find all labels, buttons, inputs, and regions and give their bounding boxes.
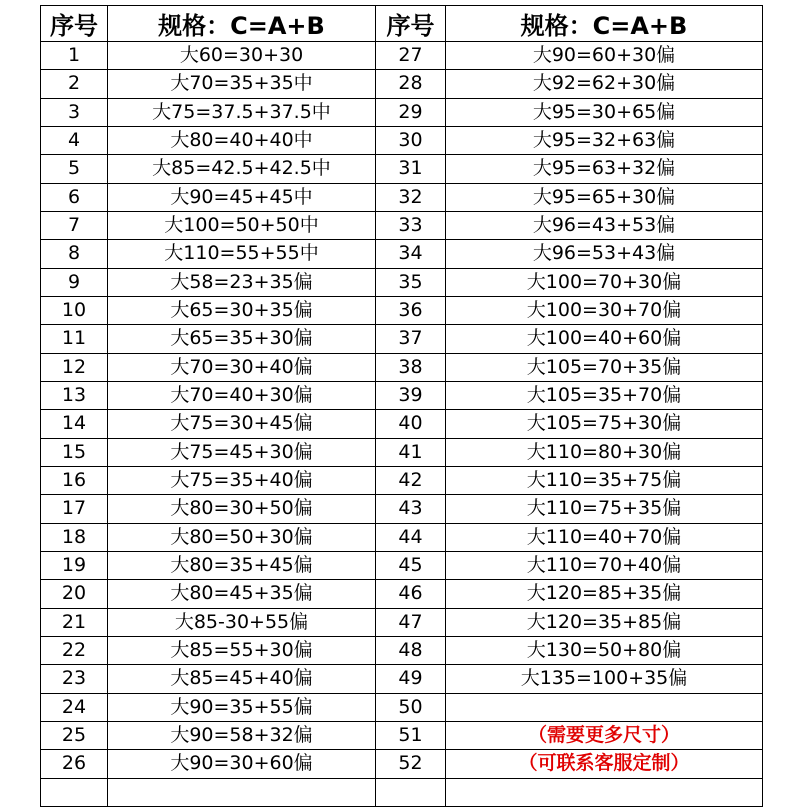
row-spec-right: 大135=100+35偏 (446, 665, 763, 693)
row-spec-left: 大75=45+30偏 (108, 438, 376, 466)
row-number-left: 12 (41, 353, 108, 381)
table-row (41, 126, 763, 154)
row-spec-right: 大96=53+43偏 (446, 240, 763, 268)
table-body (41, 42, 763, 807)
row-spec-left: 大58=23+35偏 (108, 268, 376, 296)
row-number-left: 18 (41, 523, 108, 551)
row-number-right: 44 (376, 523, 446, 551)
row-spec-left: 大80=30+50偏 (108, 495, 376, 523)
empty-cell (446, 778, 763, 806)
contact-note: （需要更多尺寸） (446, 721, 763, 749)
row-spec-right: 大100=40+60偏 (446, 325, 763, 353)
row-number-left: 5 (41, 155, 108, 183)
row-number-right: 49 (376, 665, 446, 693)
row-spec-left: 大75=35+40偏 (108, 466, 376, 494)
empty-cell (41, 778, 108, 806)
row-number-right: 36 (376, 296, 446, 324)
row-spec-right: 大110=35+75偏 (446, 466, 763, 494)
table-row (41, 155, 763, 183)
row-number-right: 37 (376, 325, 446, 353)
row-number-left: 16 (41, 466, 108, 494)
row-number-left: 2 (41, 70, 108, 98)
row-number-left: 1 (41, 42, 108, 70)
row-spec-right: 大95=30+65偏 (446, 98, 763, 126)
row-spec-right: 大110=80+30偏 (446, 438, 763, 466)
row-spec-left: 大80=35+45偏 (108, 551, 376, 579)
row-number-left: 3 (41, 98, 108, 126)
row-number-left: 22 (41, 636, 108, 664)
table-row (41, 268, 763, 296)
table-row (41, 183, 763, 211)
row-number-left: 19 (41, 551, 108, 579)
row-number-left: 25 (41, 721, 108, 749)
row-spec-right: 大110=75+35偏 (446, 495, 763, 523)
row-number-left: 24 (41, 693, 108, 721)
row-spec-right: 大110=40+70偏 (446, 523, 763, 551)
row-spec-left: 大70=30+40偏 (108, 353, 376, 381)
table-row (41, 438, 763, 466)
row-spec-left: 大80=40+40中 (108, 126, 376, 154)
table-row (41, 325, 763, 353)
row-number-right: 38 (376, 353, 446, 381)
table-row (41, 721, 763, 749)
row-number-left: 17 (41, 495, 108, 523)
row-number-left: 20 (41, 580, 108, 608)
header-num-right: 序号 (376, 6, 446, 42)
row-spec-left: 大85-30+55偏 (108, 608, 376, 636)
row-number-right: 32 (376, 183, 446, 211)
table-row (41, 70, 763, 98)
row-spec-right: 大95=65+30偏 (446, 183, 763, 211)
row-number-right: 47 (376, 608, 446, 636)
row-spec-right: 大110=70+40偏 (446, 551, 763, 579)
row-number-left: 13 (41, 381, 108, 409)
row-number-right: 29 (376, 98, 446, 126)
row-spec-left: 大80=45+35偏 (108, 580, 376, 608)
row-number-right: 40 (376, 410, 446, 438)
row-number-right: 39 (376, 381, 446, 409)
contact-note: （可联系客服定制） (446, 750, 763, 778)
row-number-left: 8 (41, 240, 108, 268)
row-number-right: 27 (376, 42, 446, 70)
row-number-left: 11 (41, 325, 108, 353)
row-spec-left: 大85=42.5+42.5中 (108, 155, 376, 183)
row-number-left: 23 (41, 665, 108, 693)
row-number-left: 21 (41, 608, 108, 636)
table-row (41, 211, 763, 239)
empty-row (41, 778, 763, 806)
table-row (41, 98, 763, 126)
row-number-right: 52 (376, 750, 446, 778)
row-number-right: 45 (376, 551, 446, 579)
row-spec-left: 大90=30+60偏 (108, 750, 376, 778)
table-row (41, 381, 763, 409)
header-spec-right: 规格：C=A+B (446, 6, 763, 42)
row-number-right: 46 (376, 580, 446, 608)
header-num-left: 序号 (41, 6, 108, 42)
row-number-right: 28 (376, 70, 446, 98)
row-spec-left: 大70=35+35中 (108, 70, 376, 98)
row-number-right: 34 (376, 240, 446, 268)
table-row (41, 750, 763, 778)
table-row (41, 551, 763, 579)
row-spec-right: 大100=70+30偏 (446, 268, 763, 296)
header-row (41, 6, 763, 42)
row-spec-right: 大95=32+63偏 (446, 126, 763, 154)
row-spec-right: 大96=43+53偏 (446, 211, 763, 239)
row-spec-left: 大65=30+35偏 (108, 296, 376, 324)
row-spec-right: 大105=70+35偏 (446, 353, 763, 381)
row-spec-right: 大100=30+70偏 (446, 296, 763, 324)
header-spec-left: 规格：C=A+B (108, 6, 376, 42)
row-number-right: 30 (376, 126, 446, 154)
row-number-right: 33 (376, 211, 446, 239)
table-row (41, 495, 763, 523)
row-spec-left: 大85=55+30偏 (108, 636, 376, 664)
row-spec-left: 大85=45+40偏 (108, 665, 376, 693)
table-row (41, 523, 763, 551)
row-spec-left: 大80=50+30偏 (108, 523, 376, 551)
table-row (41, 353, 763, 381)
row-number-left: 6 (41, 183, 108, 211)
row-spec-left: 大65=35+30偏 (108, 325, 376, 353)
row-spec-right: 大120=85+35偏 (446, 580, 763, 608)
table-row (41, 608, 763, 636)
row-spec-left: 大110=55+55中 (108, 240, 376, 268)
row-number-right: 43 (376, 495, 446, 523)
row-number-right: 42 (376, 466, 446, 494)
table-row (41, 296, 763, 324)
row-spec-left: 大100=50+50中 (108, 211, 376, 239)
row-number-left: 10 (41, 296, 108, 324)
row-number-right: 41 (376, 438, 446, 466)
table-row (41, 42, 763, 70)
table-row (41, 466, 763, 494)
row-number-left: 7 (41, 211, 108, 239)
row-spec-right: 大130=50+80偏 (446, 636, 763, 664)
row-spec-left: 大90=45+45中 (108, 183, 376, 211)
row-number-left: 26 (41, 750, 108, 778)
row-number-left: 15 (41, 438, 108, 466)
row-spec-left: 大90=35+55偏 (108, 693, 376, 721)
row-number-right: 31 (376, 155, 446, 183)
row-spec-right: 大90=60+30偏 (446, 42, 763, 70)
row-number-right: 48 (376, 636, 446, 664)
table-row (41, 636, 763, 664)
row-spec-left: 大75=30+45偏 (108, 410, 376, 438)
row-number-left: 4 (41, 126, 108, 154)
row-spec-right: 大120=35+85偏 (446, 608, 763, 636)
row-spec-left: 大70=40+30偏 (108, 381, 376, 409)
row-spec-right: 大95=63+32偏 (446, 155, 763, 183)
table-row (41, 693, 763, 721)
spec-table (40, 5, 763, 807)
row-number-left: 9 (41, 268, 108, 296)
table-row (41, 665, 763, 693)
row-spec-left: 大90=58+32偏 (108, 721, 376, 749)
row-number-left: 14 (41, 410, 108, 438)
table-row (41, 410, 763, 438)
empty-cell (376, 778, 446, 806)
row-spec-right: 大92=62+30偏 (446, 70, 763, 98)
row-number-right: 50 (376, 693, 446, 721)
table-row (41, 580, 763, 608)
row-number-right: 51 (376, 721, 446, 749)
row-spec-left: 大60=30+30 (108, 42, 376, 70)
table-row (41, 240, 763, 268)
empty-cell (108, 778, 376, 806)
row-spec-right (446, 693, 763, 721)
row-spec-right: 大105=75+30偏 (446, 410, 763, 438)
row-number-right: 35 (376, 268, 446, 296)
row-spec-left: 大75=37.5+37.5中 (108, 98, 376, 126)
row-spec-right: 大105=35+70偏 (446, 381, 763, 409)
